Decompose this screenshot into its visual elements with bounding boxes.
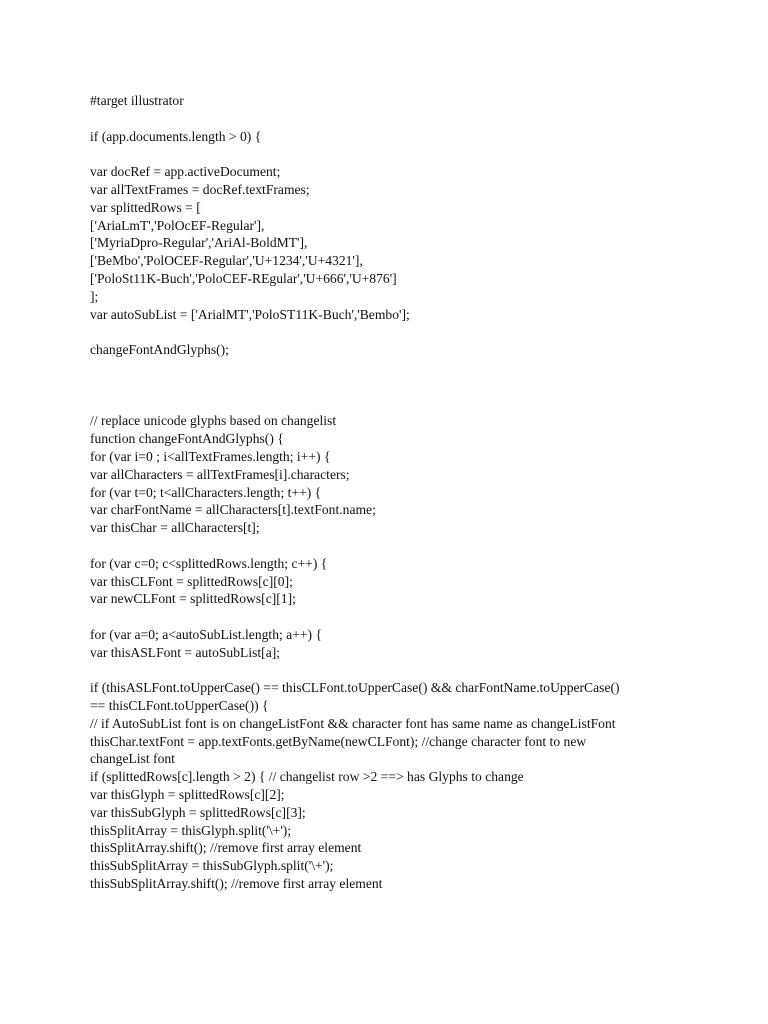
code-line: if (splittedRows[c].length > 2) { // changelist row >2 ==> has Glyphs to change (90, 769, 524, 785)
code-line: var thisChar = allCharacters[t]; (90, 520, 260, 536)
code-line: ['PoloSt11K-Buch','PoloCEF-REgular','U+666','U+876'] (90, 270, 397, 286)
code-line: var thisGlyph = splittedRows[c][2]; (90, 787, 285, 803)
code-line: var allTextFrames = docRef.textFrames; (90, 181, 310, 197)
blank-line (90, 110, 750, 128)
code-line: for (var a=0; a<autoSubList.length; a++) { (90, 626, 322, 642)
code-line: var allCharacters = allTextFrames[i].characters; (90, 466, 350, 482)
code-line: ['MyriaDpro-Regular','AriAl-BoldMT'], (90, 235, 308, 251)
code-line: var autoSubList = ['ArialMT','PoloST11K-Buch','Bembo']; (90, 306, 410, 322)
code-line: thisSplitArray = thisGlyph.split('\+'); (90, 822, 292, 838)
code-line: var splittedRows = [ (90, 199, 201, 215)
blank-line (90, 359, 750, 377)
code-line: ['AriaLmT','PolOcEF-Regular'], (90, 217, 265, 233)
code-line: changeFontAndGlyphs(); (90, 342, 229, 358)
code-line: for (var c=0; c<splittedRows.length; c++) { (90, 555, 328, 571)
code-line: == thisCLFont.toUpperCase()) { (90, 698, 269, 714)
code-line: thisSplitArray.shift(); //remove first array element (90, 840, 362, 856)
code-line: thisSubSplitArray.shift(); //remove first array element (90, 876, 383, 892)
code-line: thisSubSplitArray = thisSubGlyph.split('\+'); (90, 858, 334, 874)
code-line: // if AutoSubList font is on changeListFont && character font has same name as changeListFont (90, 715, 616, 731)
blank-line (90, 323, 750, 341)
code-line: for (var i=0 ; i<allTextFrames.length; i++) { (90, 448, 331, 464)
code-line: var thisASLFont = autoSubList[a]; (90, 644, 281, 660)
code-line: var thisCLFont = splittedRows[c][0]; (90, 573, 293, 589)
code-line: var newCLFont = splittedRows[c][1]; (90, 591, 296, 607)
code-line: changeList font (90, 751, 175, 767)
code-line: ['BeMbo','PolOCEF-Regular','U+1234','U+4321'], (90, 253, 363, 269)
blank-line (90, 377, 750, 395)
code-line: // replace unicode glyphs based on changelist (90, 413, 337, 429)
code-line: function changeFontAndGlyphs() { (90, 431, 284, 447)
blank-line (90, 145, 750, 163)
blank-line (90, 537, 750, 555)
code-line: if (thisASLFont.toUpperCase() == thisCLFont.toUpperCase() && charFontName.toUpperCase() (90, 680, 620, 696)
code-line: var charFontName = allCharacters[t].textFont.name; (90, 502, 376, 518)
blank-line (90, 395, 750, 413)
code-line: ]; (90, 288, 99, 304)
code-line: #target illustrator (90, 93, 184, 108)
blank-line (90, 662, 750, 680)
code-line: if (app.documents.length > 0) { (90, 128, 262, 144)
code-line: var thisSubGlyph = splittedRows[c][3]; (90, 804, 306, 820)
code-line: thisChar.textFont = app.textFonts.getByName(newCLFont); //change character font to new (90, 733, 587, 749)
blank-line (90, 608, 750, 626)
code-line: var docRef = app.activeDocument; (90, 164, 281, 180)
code-line: for (var t=0; t<allCharacters.length; t++) { (90, 484, 322, 500)
code-text-block (90, 92, 750, 893)
